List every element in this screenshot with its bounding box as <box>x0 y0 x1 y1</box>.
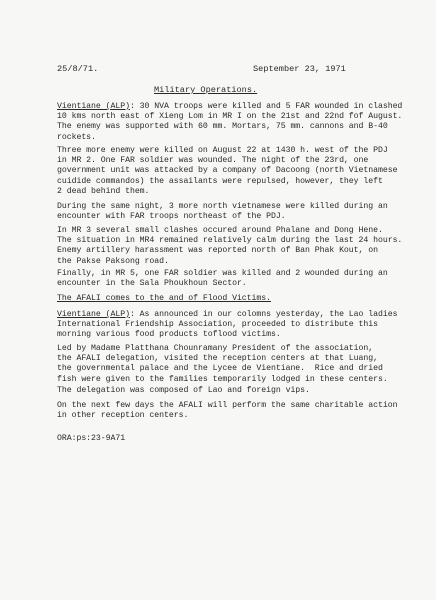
paragraph-line: During the same night, 3 more north vietnamese were killed during an <box>57 202 388 211</box>
paragraph-line: in MR 2. One FAR soldier was wounded. The night of the 23rd, one <box>57 156 369 166</box>
paragraph-8 <box>57 344 406 385</box>
paragraph-lead: Vientiane (ALP) <box>57 310 130 319</box>
paragraph-line: In MR 3 several small clashes occured around Phalane and Dong Hene. <box>57 226 383 235</box>
paragraph-line: 2 dead behind them. <box>57 186 150 196</box>
paragraph-line: Three more enemy were killed on August 22 at 1430 h. west of the PDJ <box>57 146 388 155</box>
section-heading-text: The AFALI comes to the and of Flood Victims. <box>57 294 271 303</box>
paragraph-line: in other reception centers. <box>57 411 189 421</box>
document-title: Military Operations. <box>154 85 258 95</box>
paragraph-2 <box>57 146 406 197</box>
paragraph-3 <box>57 202 406 222</box>
paragraph-line: The enemy was supported with 60 mm. Mortars, 75 mm. cannons and B-40 <box>57 122 388 132</box>
document-date: September 23, 1971 <box>253 64 346 74</box>
paragraph-line: The delegation was composed of Lao and foreign vips. <box>57 386 310 395</box>
paragraph-line: The situation in MR4 remained relatively calm during the last 24 hours. <box>57 236 403 246</box>
paragraph-line: International Friendship Association, proceeded to distribute this <box>57 320 378 330</box>
paragraph-line: : 30 NVA troops were killed and 5 FAR wounded in clashed <box>129 102 403 111</box>
paragraph-line: the Pakse Paksong road. <box>57 256 169 266</box>
paragraph-1 <box>57 102 406 143</box>
paragraph-line: encounter with FAR troops northeast of the PDJ. <box>57 212 286 222</box>
paragraph-line: the governmental palace and the Lycee de Vientiane. Rice and dried <box>57 364 383 374</box>
paragraph-line: fish were given to the families temporarily lodged in these centers. <box>57 374 388 384</box>
paragraph-10 <box>57 401 406 421</box>
paragraph-7 <box>57 310 406 341</box>
paragraph-line: cuidide commandos) the assailants were repulsed, however, they left <box>57 176 383 186</box>
paragraph-lead: Vientiane (ALP) <box>57 102 130 111</box>
paragraph-line: morning various food products toflood victims. <box>57 330 281 340</box>
paragraph-line: On the next few days the AFALI will perform the same charitable action <box>57 401 398 410</box>
paragraph-line: rockets. <box>57 132 96 142</box>
paragraph-line: ORA:ps:23-9A71 <box>57 434 126 443</box>
document-code <box>57 434 406 444</box>
paragraph-line: encounter in the Sala Phoukhoun Sector. <box>57 279 247 289</box>
paragraph-5 <box>57 269 406 289</box>
paragraph-line: the AFALI delegation, visited the reception centers at that Luang, <box>57 354 378 364</box>
paragraph-9 <box>57 386 406 396</box>
paragraph-line: Enemy artillery harassment was reported north of Ban Phak Kout, on <box>57 246 378 256</box>
paragraph-line: government unit was attacked by a company of Dacoong (north Vietnamese <box>57 166 398 176</box>
paragraph-line: : As announced in our colomns yesterday, the Lao ladies <box>129 310 398 319</box>
document-reference: 25/8/71. <box>57 64 99 74</box>
paragraph-line: 10 kms north east of Xieng Lom in MR I on the 21st and 22nd fof August. <box>57 112 403 122</box>
paragraph-line: Led by Madame Platthana Chounramany President of the association, <box>57 344 374 353</box>
paragraph-line: Finally, in MR 5, one FAR soldier was killed and 2 wounded during an <box>57 269 388 278</box>
paragraph-4 <box>57 226 406 267</box>
section-heading <box>57 294 406 304</box>
